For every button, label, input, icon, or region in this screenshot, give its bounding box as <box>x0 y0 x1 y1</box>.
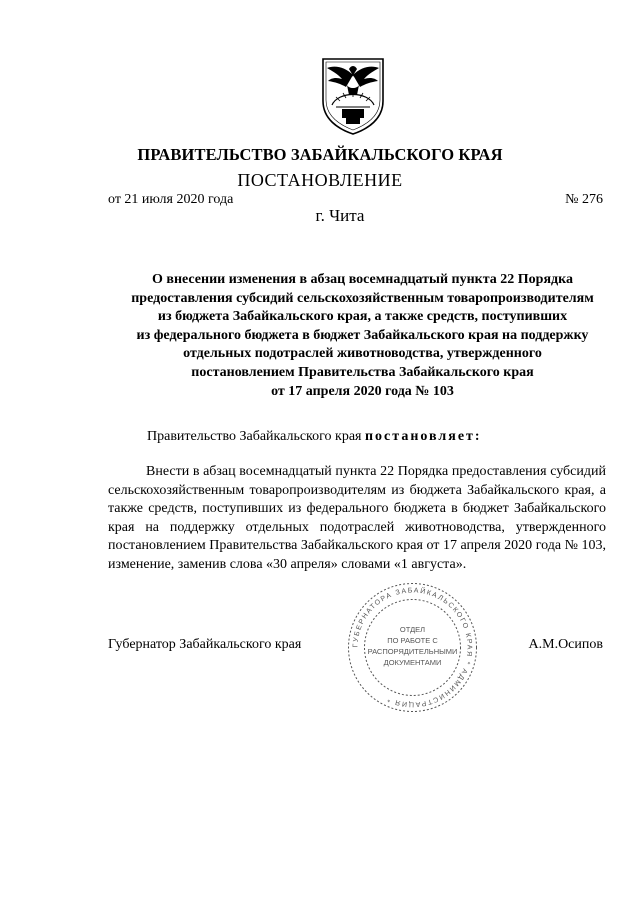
document-number: № 276 <box>565 192 603 207</box>
body-paragraph: Внести в абзац восемнадцатый пункта 22 Порядка предоставления субсидий сельскохозяйственным товаропроизводителям из бюджета Забайкальского края, а также средств, поступивших из федерального бюджета в бюджет Забайкальского края на поддержку отдельных подотраслей животноводства, утвержденного постановлением Правительства Забайкальского края от 17 апреля 2020 года № 103, изменение, заменив слова «30 апреля» словами «1 августа». <box>108 464 606 572</box>
heading-line: О внесении изменения в абзац восемнадцатый пункта 22 Порядка <box>152 272 573 287</box>
heading-line: отдельных подотраслей животноводства, утвержденного <box>183 346 542 362</box>
document-city: г. Чита <box>315 206 365 225</box>
heading-line: из федерального бюджета в бюджет Забайкальского края на поддержку <box>136 327 589 343</box>
government-title: ПРАВИТЕЛЬСТВО ЗАБАЙКАЛЬСКОГО КРАЯ <box>137 145 503 164</box>
document-date: от 21 июля 2020 года <box>108 192 234 207</box>
document-heading <box>95 271 630 401</box>
stamp-seal <box>345 580 480 715</box>
stamp-line: ДОКУМЕНТАМИ <box>383 658 442 667</box>
stamp-line: РАСПОРЯДИТЕЛЬНЫМИ <box>367 647 458 656</box>
preamble-verb: постановляет: <box>364 429 482 444</box>
stamp-line: ПО РАБОТЕ С <box>387 636 438 645</box>
preamble-prefix: Правительство Забайкальского края <box>147 429 362 444</box>
signer-title: Губернатор Забайкальского края <box>108 637 302 652</box>
heading-line: предоставления субсидий сельскохозяйственным товаропроизводителям <box>131 290 594 306</box>
signer-name: А.М.Осипов <box>528 637 603 652</box>
heading-line: от 17 апреля 2020 года № 103 <box>271 383 454 399</box>
coat-of-arms-icon <box>318 55 388 135</box>
stamp-line: ОТДЕЛ <box>399 625 426 634</box>
preamble <box>147 429 482 445</box>
heading-line: постановлением Правительства Забайкальского края <box>191 364 534 380</box>
heading-line: из бюджета Забайкальского края, а также средств, поступивших <box>157 309 568 325</box>
stamp-ring-text: ГУБЕРНАТОРА ЗАБАЙКАЛЬСКОГО КРАЯ * АДМИНИСТРАЦИЯ * <box>352 587 473 708</box>
document-type: ПОСТАНОВЛЕНИЕ <box>237 170 403 190</box>
